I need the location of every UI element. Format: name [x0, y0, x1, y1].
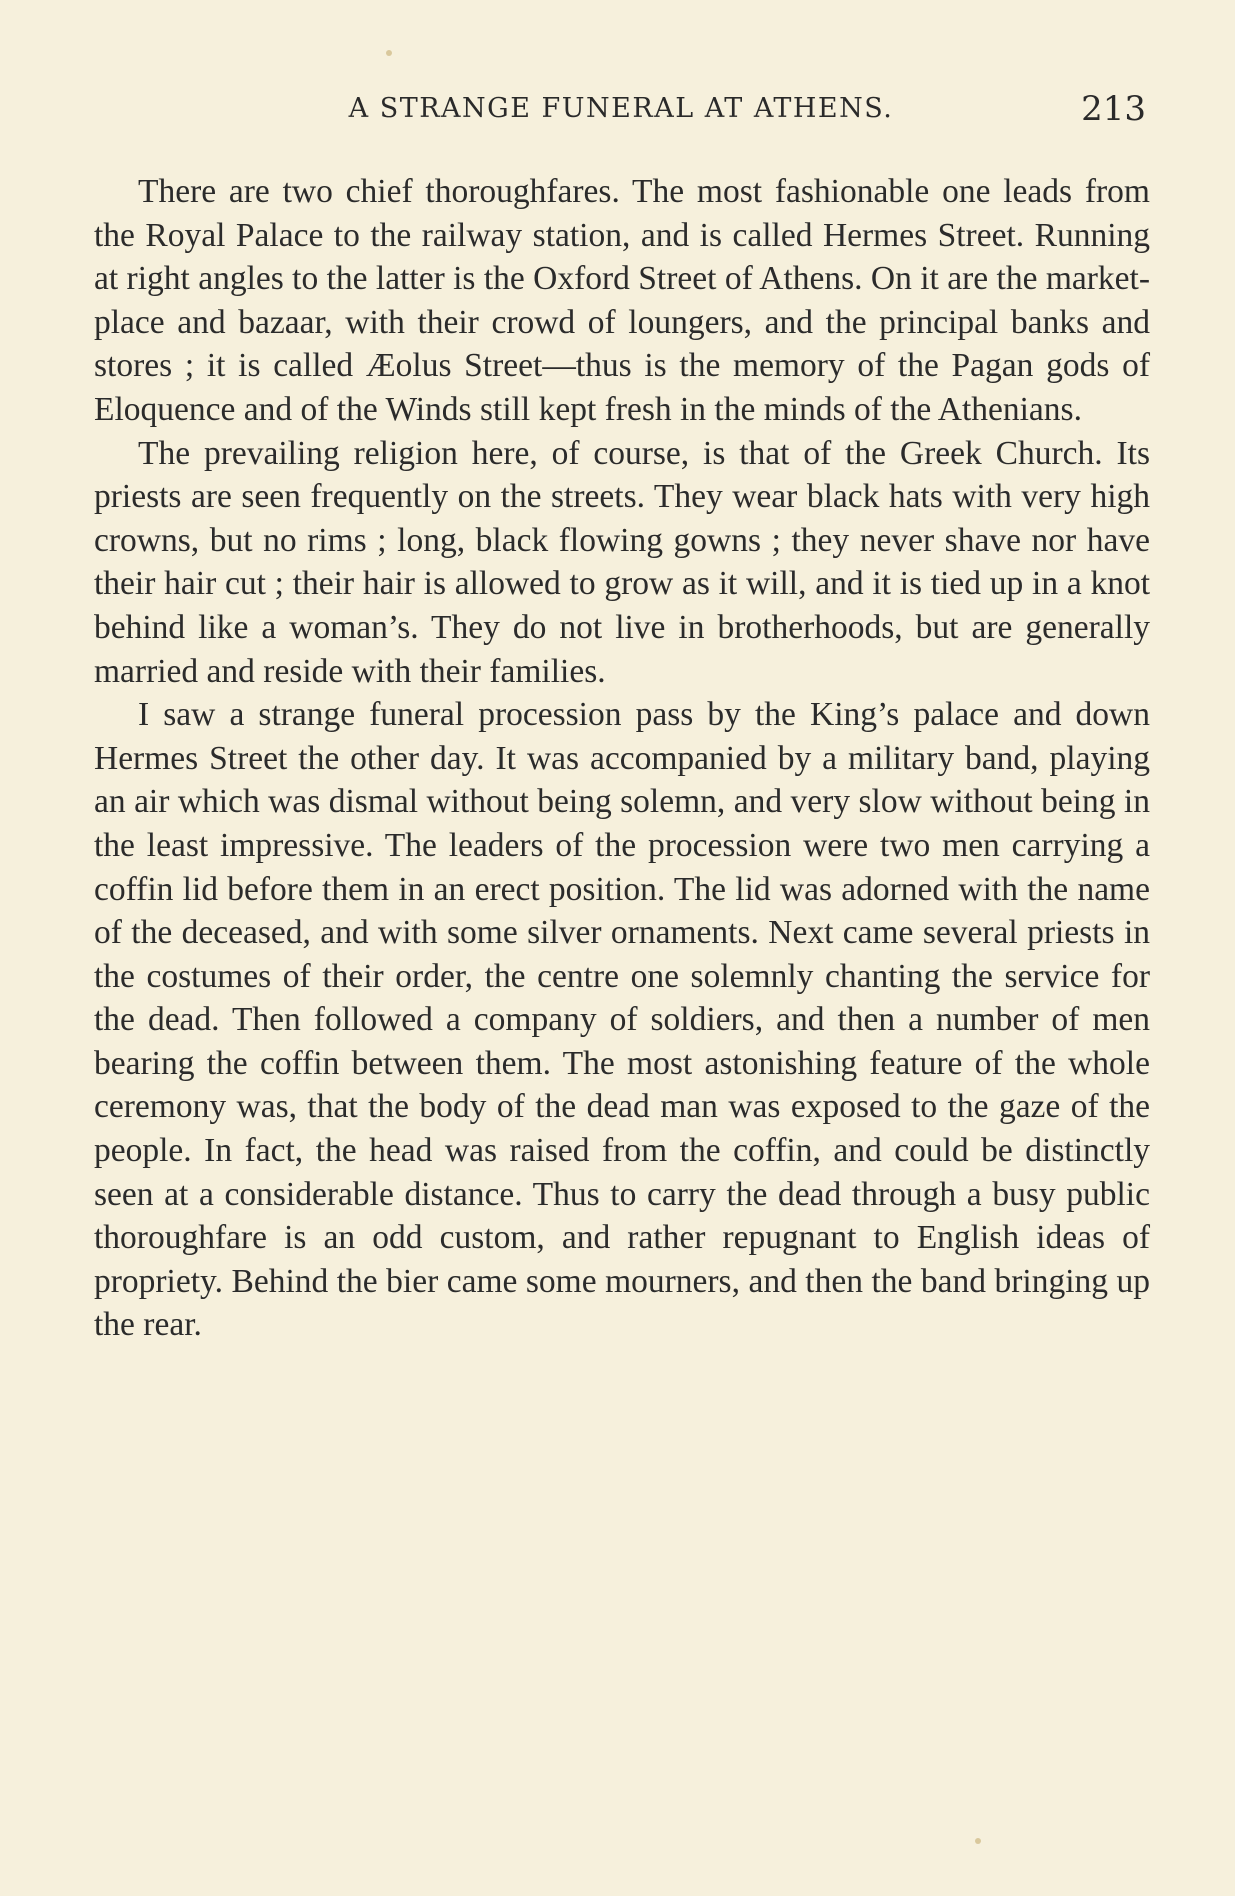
paper-speck	[975, 1838, 981, 1844]
page-header	[96, 88, 1146, 130]
body-text	[94, 170, 1150, 1347]
running-title: A STRANGE FUNERAL AT ATHENS.	[348, 93, 894, 124]
paper-speck	[386, 50, 392, 56]
paragraph: I saw a strange funeral procession pass by the King’s palace and down Hermes Street the other day. It was accompanied by a military band, playing an air which was dismal without being solemn, and very slow without being in the least impressive. The leaders of the procession were two men carrying a coffin lid before them in an erect position. The lid was adorned with the name of the deceased, and with some silver ornaments. Next came several priests in the costumes of their order, the centre one solemnly chanting the service for the dead. Then followed a company of soldiers, and then a number of men bearing the coffin between them. The most astonishing feature of the whole ceremony was, that the body of the dead man was exposed to the gaze of the people. In fact, the head was raised from the coffin, and could be distinctly seen at a considerable distance. Thus to carry the dead through a busy public thoroughfare is an odd custom, and rather repugnant to English ideas of propriety. Behind the bier came some mourners, and then the band bringing up the rear.	[94, 696, 1150, 1344]
page-number: 213	[1081, 89, 1146, 129]
paragraph: The prevailing religion here, of course, is that of the Greek Church. Its priests are seen frequently on the streets. They wear black hats with very high crowns, but no rims ; long, black flowing gowns ; they never shave nor have their hair cut ; their hair is allowed to grow as it will, and it is tied up in a knot behind like a woman’s. They do not live in brotherhoods, but are generally married and reside with their families.	[94, 434, 1150, 690]
paragraph: There are two chief thoroughfares. The most fashionable one leads from the Royal Palace to the railway station, and is called Hermes Street. Running at right angles to the latter is the Oxford Street of Athens. On it are the market-place and bazaar, with their crowd of loungers, and the principal banks and stores ; it is called Æolus Street—thus is the memory of the Pagan gods of Eloquence and of the Winds still kept fresh in the minds of the Athenians.	[94, 173, 1150, 428]
